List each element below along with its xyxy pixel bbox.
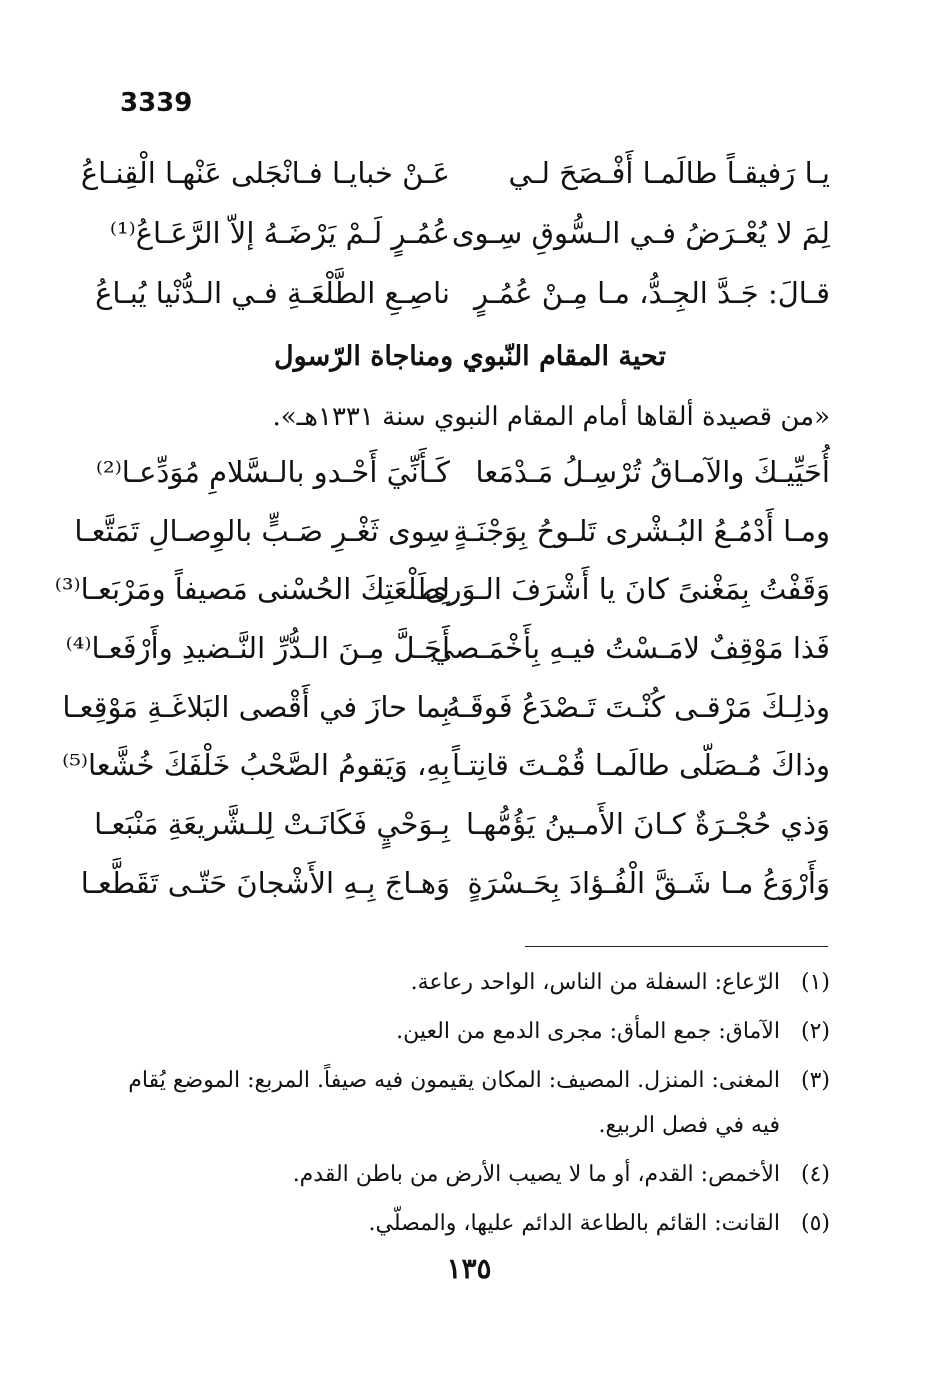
verse-first-hemistich: يـا رَفيقـاً طالَمـا أَفْـصَحَ لـي: [508, 156, 830, 190]
footnote-divider: [525, 946, 828, 947]
verse-row: [62, 679, 830, 738]
verse-first-hemistich: وَذي حُجْـرَةٌ كـانَ الأَمـينُ يَؤُمُّهـا: [465, 807, 830, 842]
verse-row: [80, 855, 830, 914]
footnote-text: القانت: القائم بالطاعة الدائم عليها، والمصلّي.: [368, 1211, 780, 1236]
verse-first-hemistich: وَقَفْتُ بِمَغْنىً كانَ يا أَشْرَفَ الـوَرى: [424, 572, 830, 607]
footnote-number: (٥): [800, 1211, 830, 1236]
footnote-text: الرّعاع: السفلة من الناس، الواحد رعاعة.: [410, 970, 780, 995]
verse-second-hemistich: كَـأَنِّيَ أَحْـدو بالـسَّلامِ مُوَدِّعـا⁽²⁾: [95, 455, 450, 489]
page-code: 3339: [120, 88, 193, 118]
top-verses: [80, 145, 830, 325]
footnote: [112, 1201, 830, 1246]
page-number: ١٣٥: [446, 1252, 492, 1285]
poem-title: تحية المقام النّبوي ومناجاة الرّسول: [274, 341, 666, 372]
verse-row: [62, 737, 830, 796]
verse-row: [95, 265, 830, 325]
verse-first-hemistich: وذاكَ مُـصَلّى طالَمـا قُمْـتَ قانِتـاً: [451, 748, 830, 783]
footnote-number: (١): [800, 970, 830, 995]
footnote-number: (٣): [800, 1068, 830, 1093]
verse-second-hemistich: أَجَـلَّ مِـنَ الـدُّرِّ النَّـضيدِ وأَرْفَعـا⁽⁴⁾: [65, 631, 450, 666]
verse-first-hemistich: لِمَ لا يُعْـرَضُ فـي الـسُّوقِ سِـوى: [451, 216, 830, 250]
footnote-text: الأخمص: القدم، أو ما لا يصيب الأرض من باطن القدم.: [292, 1162, 780, 1187]
verse-second-hemistich: بِـوَحْيٍ فَكَانَـتْ لِلـشَّريعَةِ مَنْبَعـا: [94, 807, 450, 842]
verse-second-hemistich: وَهـاجَ بِـهِ الأَشْجانَ حَتّـى تَقَطَّعـا: [80, 865, 450, 900]
footnote-text: المغنى: المنزل. المصيف: المكان يقيمون فيه صيفاً. المربع: الموضع يُقام فيه في فصل الربيع.: [128, 1068, 780, 1138]
footnotes: [112, 960, 830, 1250]
footnote: [112, 1009, 830, 1054]
verse-row: [65, 620, 830, 679]
footnote: [112, 1058, 830, 1148]
verse-second-hemistich: عُمُـرٍ لَـمْ يَرْضَـهُ إلاّ الرَّعَـاعُ⁽¹⁾: [109, 216, 450, 250]
verse-row: [110, 205, 830, 265]
verse-second-hemistich: بِما حازَ في أَقْصى البَلاغَـةِ مَوْقِعـا: [62, 689, 450, 724]
verse-second-hemistich: لِطَلْعَتِكَ الحُسْنى مَصيفاً ومَرْبَعـا⁽³⁾: [54, 572, 450, 607]
verse-second-hemistich: ناصِـعِ الطَّلْعَـةِ فـي الـدُّنْيا يُبـاعُ: [95, 276, 450, 310]
verse-first-hemistich: ومـا أَدْمُـعُ البُـشْرى تَلـوحُ بِوَجْنَـةٍ: [453, 513, 830, 548]
verse-second-hemistich: سِوى ثَغْـرِ صَـبٍّ بالوِصـالِ تَمَتَّعـا: [74, 513, 450, 548]
footnote-text: الآماق: جمع المأق: مجرى الدمع من العين.: [396, 1019, 780, 1044]
verse-first-hemistich: قـالَ: جَـدَّ الجِـدُّ، مـا مِـنْ عُمُـرٍ: [473, 276, 830, 310]
verse-row: [80, 145, 830, 205]
footnote: [112, 1152, 830, 1197]
poem-intro: «من قصيدة ألقاها أمام المقام النبوي سنة ١٣٣١هـ».: [272, 402, 830, 432]
verse-first-hemistich: أُحَيِّيـكَ والآمـاقُ تُرْسِـلُ مَـدْمَعا: [475, 455, 830, 489]
verse-row: [54, 561, 830, 620]
footnote-number: (٤): [800, 1162, 830, 1187]
verse-first-hemistich: وذلِـكَ مَرْقـى كُنْـتَ تَـصْدَعُ فَوقَـهُ: [445, 689, 830, 724]
verse-row: [94, 796, 830, 855]
verse-second-hemistich: بِهِ، وَيَقومُ الصَّحْبُ خَلْفَكَ خُشَّعا⁽⁵⁾: [62, 748, 450, 783]
verse-first-hemistich: فَذا مَوْقِفٌ لامَـسْتُ فيـهِ بِأَخْمَـصي: [430, 631, 830, 666]
verse-row: [95, 444, 830, 503]
footnote: [112, 960, 830, 1005]
verse-second-hemistich: عَـنْ خبايـا فـانْجَلى عَنْهـا الْقِنـاعُ: [80, 156, 450, 190]
verse-first-hemistich: وَأَرْوَعُ مـا شَـقَّ الْفُـؤادَ بِحَـسْرَةٍ: [467, 865, 830, 900]
footnote-number: (٢): [800, 1019, 830, 1044]
verse-row: [74, 503, 830, 562]
poem-verses: [54, 444, 830, 914]
